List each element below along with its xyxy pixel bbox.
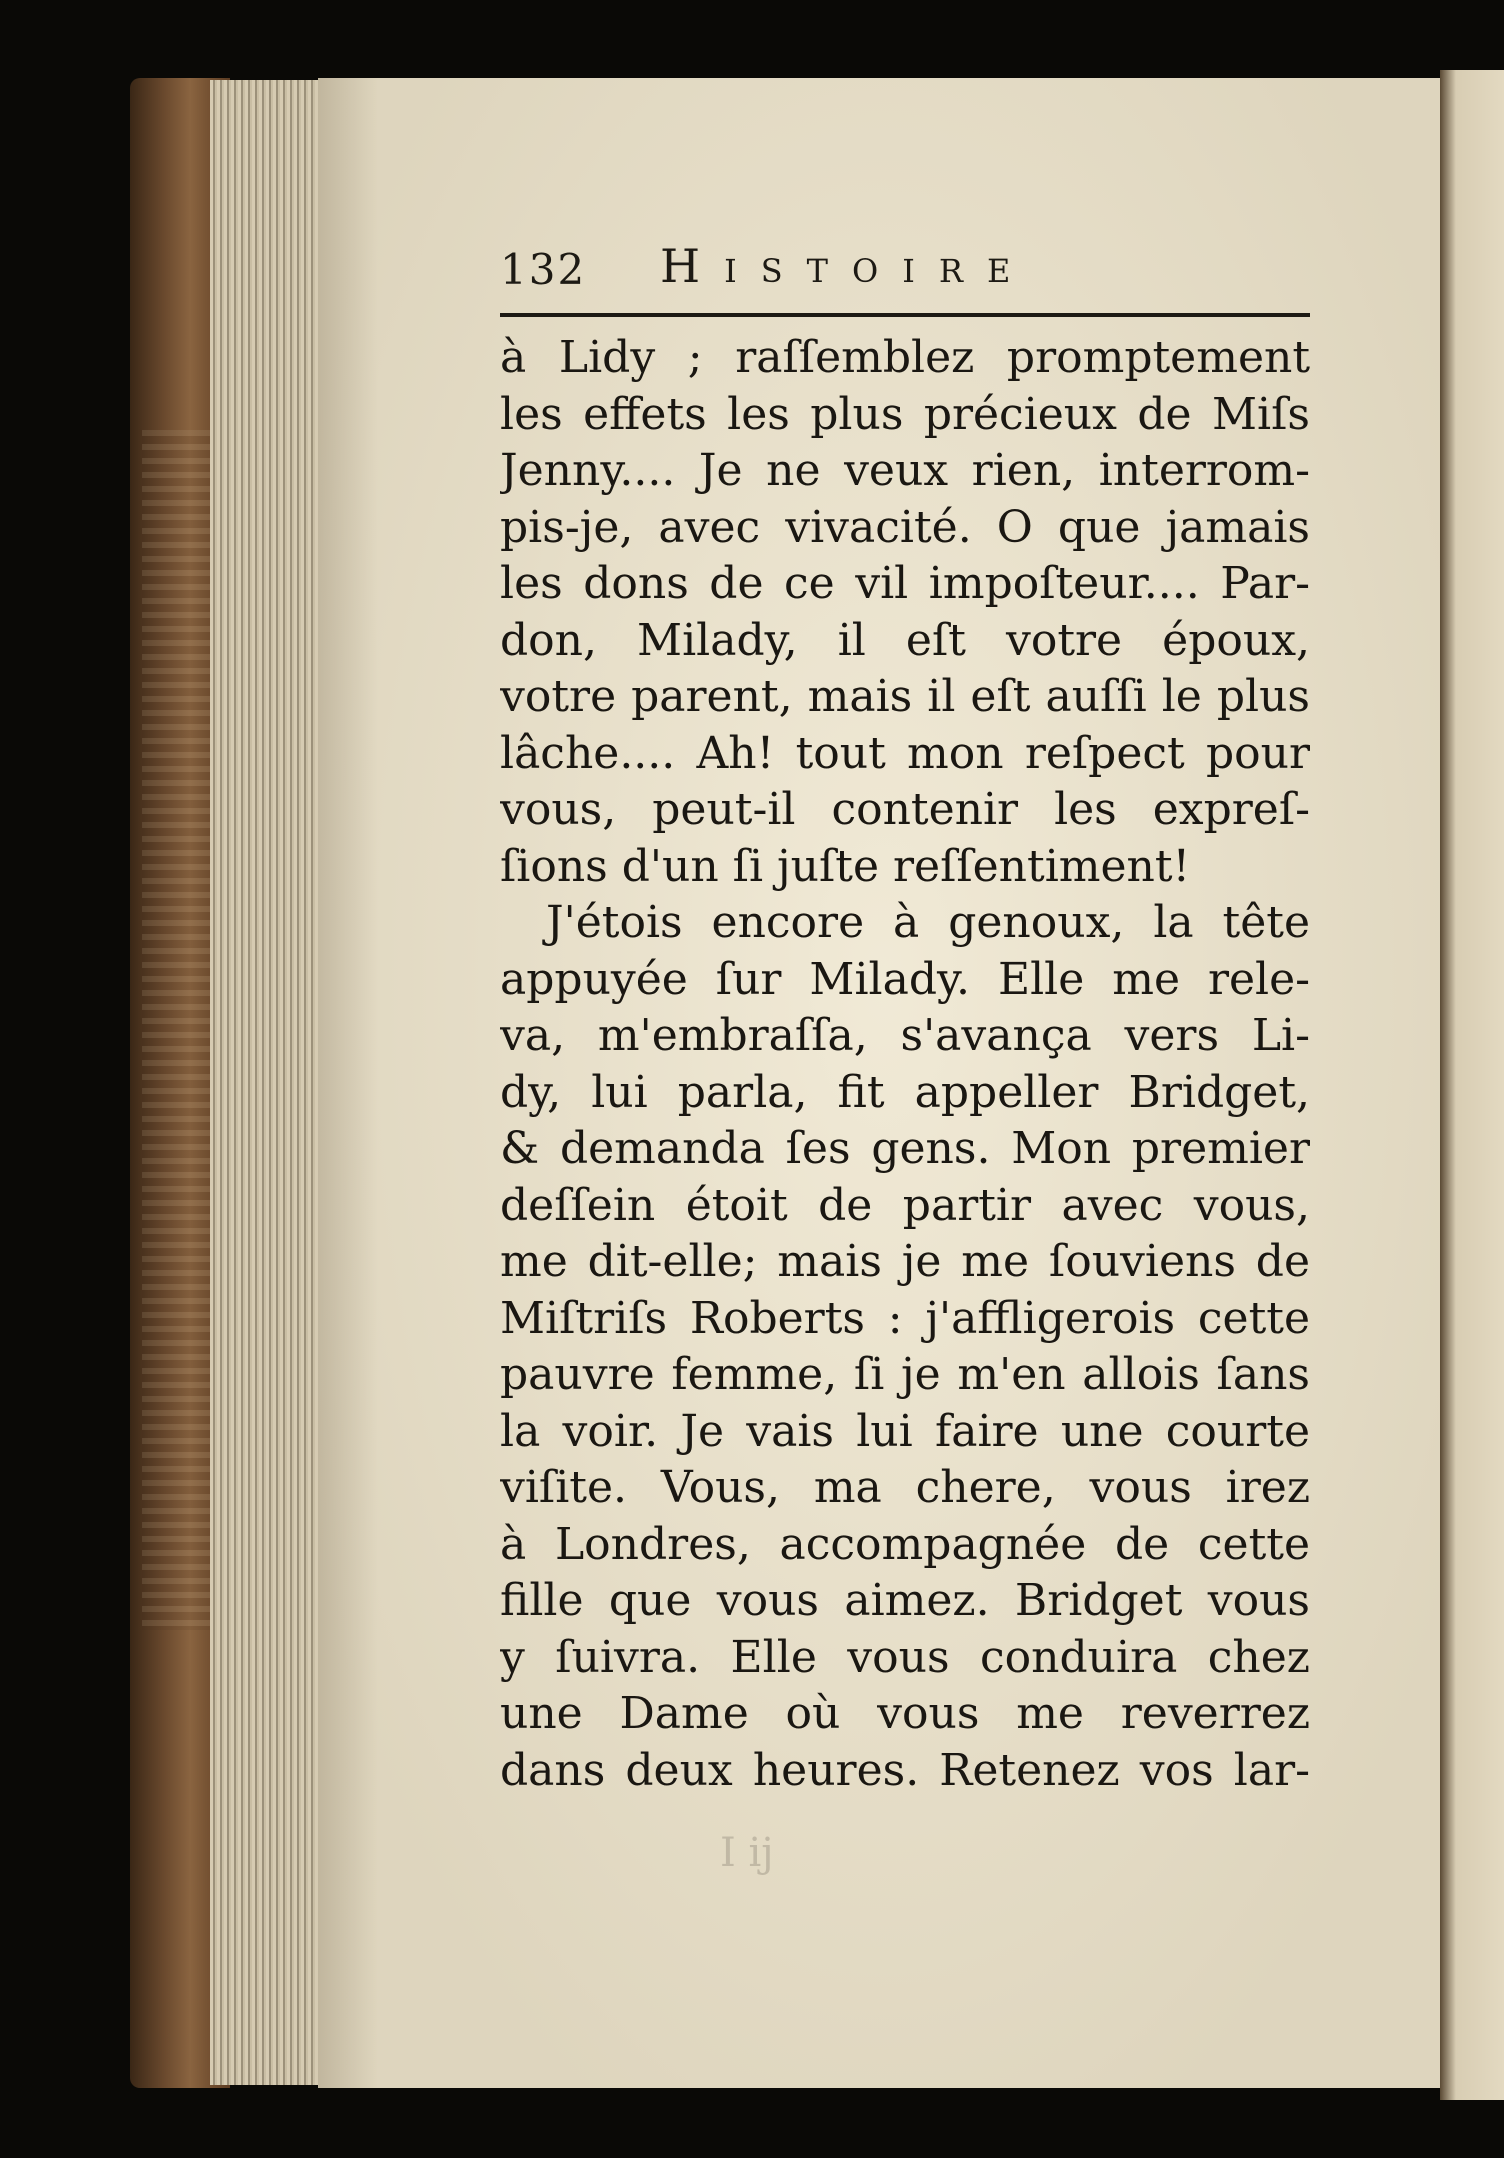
- text-line: deſſein étoit de partir avec vous,: [500, 1179, 1310, 1231]
- text-line: vous, peut-il contenir les expreſ-: [500, 784, 1310, 835]
- header-rule: [500, 313, 1310, 317]
- text-line: pauvre femme, ſi je m'en allois ſans: [500, 1349, 1310, 1400]
- running-head: Histoire: [660, 239, 1035, 293]
- text-line: les effets les plus précieux de Miſs: [500, 388, 1310, 440]
- text-line: pis-je, avec vivacité. O que jamais: [500, 501, 1310, 553]
- text-line: à Lidy ; raſſemblez promptement: [500, 332, 1310, 383]
- text-line: fille que vous aimez. Bridget vous: [500, 1575, 1310, 1626]
- text-line: dans deux heures. Retenez vos lar-: [500, 1744, 1310, 1796]
- body-text: [500, 330, 1310, 1799]
- text-line: Jenny.... Je ne veux rien, interrom-: [500, 445, 1310, 496]
- text-line: dy, lui parla, fit appeller Bridget,: [500, 1066, 1310, 1118]
- binding-wear: [142, 430, 212, 1630]
- text-line: ſions d'un ſi juſte reſſentiment!: [500, 840, 1191, 892]
- page-number: 132: [500, 245, 587, 294]
- text-line: y ſuivra. Elle vous conduira chez: [500, 1631, 1310, 1683]
- text-line: lâche.... Ah! tout mon reſpect pour: [500, 727, 1310, 779]
- page-edges: [210, 80, 330, 2085]
- text-line: à Londres, accompagnée de cette: [500, 1518, 1310, 1570]
- text-line: Miſtriſs Roberts : j'affligerois cette: [500, 1292, 1310, 1344]
- text-line: appuyée ſur Milady. Elle me rele-: [500, 953, 1310, 1005]
- page-header: [500, 239, 1310, 301]
- text-line: J'étois encore à genoux, la tête: [546, 897, 1310, 948]
- facing-page-edge: [1440, 70, 1504, 2100]
- text-line: me dit-elle; mais je me ſouviens de: [500, 1236, 1310, 1287]
- text-line: va, m'embraſſa, s'avança vers Li-: [500, 1010, 1310, 1061]
- text-line: les dons de ce vil impoſteur.... Par-: [500, 558, 1310, 609]
- signature-mark: I ij: [720, 1830, 774, 1876]
- text-line: votre parent, mais il eſt auſſi le plus: [500, 671, 1310, 722]
- text-line: la voir. Je vais lui faire une courte: [500, 1405, 1310, 1457]
- text-line: une Dame où vous me reverrez: [500, 1688, 1310, 1739]
- text-line: viſite. Vous, ma chere, vous irez: [500, 1462, 1310, 1513]
- text-line: don, Milady, il eſt votre époux,: [500, 614, 1310, 666]
- text-line: & demanda ſes gens. Mon premier: [500, 1123, 1310, 1174]
